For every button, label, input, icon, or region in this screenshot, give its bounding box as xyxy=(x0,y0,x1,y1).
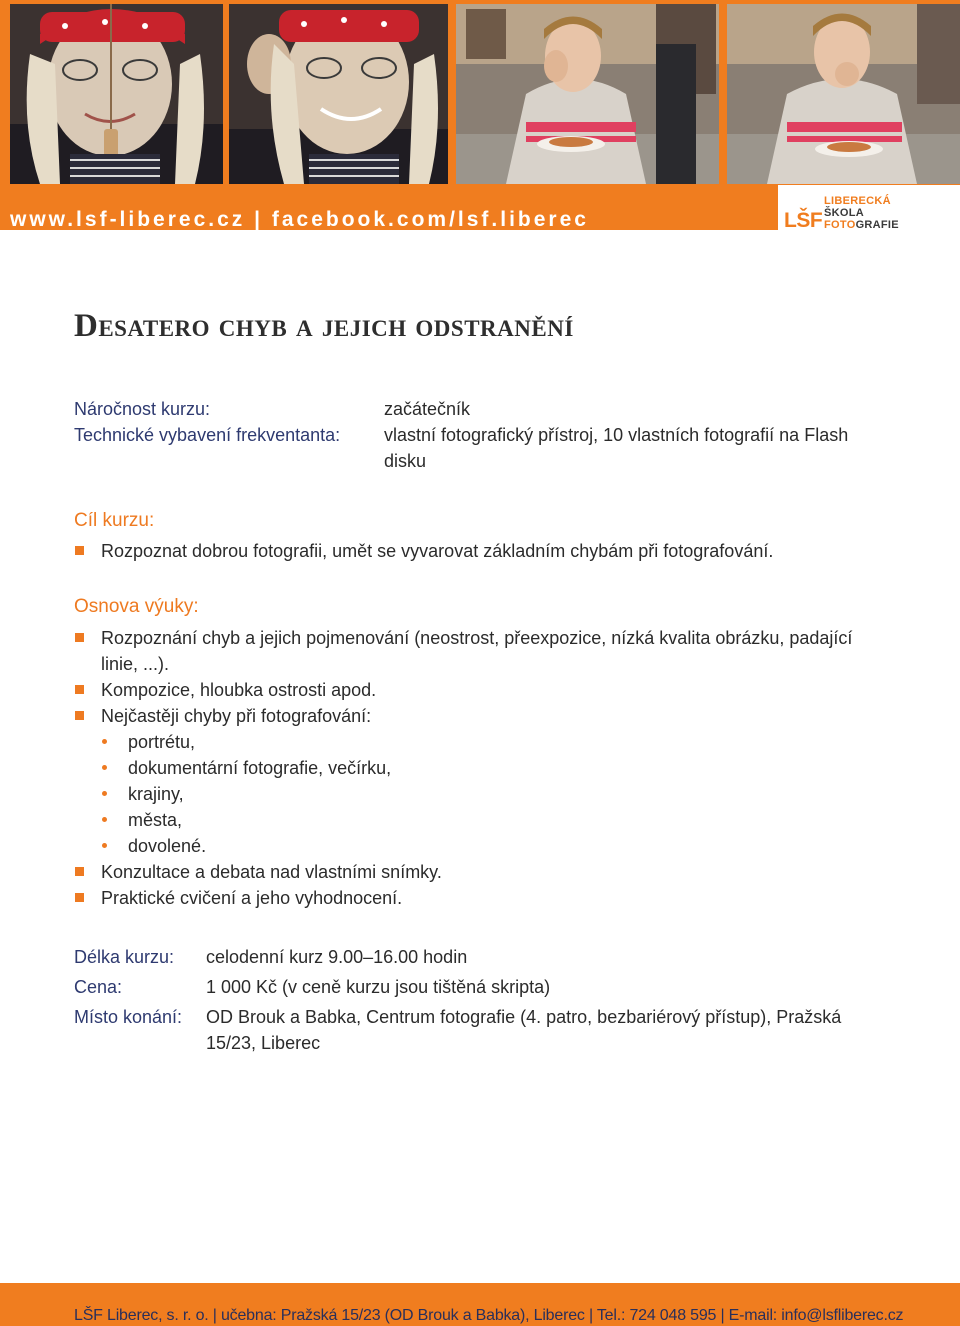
goal-list xyxy=(74,538,894,564)
link-separator: | xyxy=(254,208,264,231)
facebook-link[interactable]: facebook.com/lsf.liberec xyxy=(271,208,589,231)
sub-list-item: portrétu, xyxy=(101,729,874,755)
fact-value: 1 000 Kč (v ceně kurzu jsou tištěná skripta) xyxy=(206,977,551,997)
fact-row-duration xyxy=(74,944,846,970)
page-title: Desatero chyb a jejich odstranění xyxy=(74,308,574,344)
info-value: vlastní fotografický přístroj, 10 vlastních fotografií na Flash disku xyxy=(384,425,849,471)
outline-list xyxy=(74,625,874,911)
header-web-links xyxy=(10,208,589,232)
list-item: Kompozice, hloubka ostrosti apod. xyxy=(74,677,874,703)
sub-list-item: krajiny, xyxy=(101,781,874,807)
header-banner xyxy=(0,0,960,230)
footer-contact: LŠF Liberec, s. r. o. | učebna: Pražská 15/23 (OD Brouk a Babka), Liberec | Tel.: 724 048 595 | E-mail: info@lsfliberec.cz xyxy=(74,1307,904,1324)
fact-row-price xyxy=(74,974,846,1000)
list-item: Rozpoznání chyb a jejich pojmenování (neostrost, přeexpozice, nízká kvalita obrázku, padající linie, ...). xyxy=(74,625,874,677)
logo-lsf: LŠF xyxy=(784,209,823,232)
info-value: začátečník xyxy=(384,399,471,419)
man-with-pendants-photo-2 xyxy=(229,4,448,184)
info-label: Náročnost kurzu: xyxy=(74,399,211,419)
fact-value: celodenní kurz 9.00–16.00 hodin xyxy=(206,947,468,967)
list-item: Rozpoznat dobrou fotografii, umět se vyvarovat základním chybám při fotografování. xyxy=(74,538,894,564)
goal-heading: Cíl kurzu: xyxy=(74,510,155,531)
course-facts xyxy=(74,944,846,1060)
course-info xyxy=(74,396,854,474)
fact-label: Délka kurzu: xyxy=(74,947,175,967)
logo-line-3-highlight: FOTO xyxy=(824,219,856,231)
list-item: Praktické cvičení a jeho vyhodnocení. xyxy=(74,885,874,911)
logo-line-3 xyxy=(824,219,899,231)
sub-list-item: dovolené. xyxy=(101,833,874,859)
logo-line-2: ŠKOLA xyxy=(824,207,864,219)
info-row-difficulty xyxy=(74,396,854,422)
info-row-equipment xyxy=(74,422,854,474)
logo-line-3-rest: GRAFIE xyxy=(855,219,899,231)
fact-label: Místo konání: xyxy=(74,1007,183,1027)
footer-bar xyxy=(0,1283,960,1326)
fact-row-venue xyxy=(74,1004,846,1056)
info-label: Technické vybavení frekventanta: xyxy=(74,425,341,445)
woman-eating-photo-1 xyxy=(456,4,719,184)
outline-heading: Osnova výuky: xyxy=(74,596,199,617)
fact-value: OD Brouk a Babka, Centrum fotografie (4. patro, bezbariérový přístup), Pražská 15/23, Liberec xyxy=(206,1007,842,1053)
list-item: Konzultace a debata nad vlastními snímky. xyxy=(74,859,874,885)
sub-list-item: města, xyxy=(101,807,874,833)
website-link[interactable]: www.lsf-liberec.cz xyxy=(10,208,246,231)
logo-line-1: LIBERECKÁ xyxy=(824,195,891,207)
woman-eating-photo-2 xyxy=(727,4,960,184)
fact-label: Cena: xyxy=(74,977,123,997)
sub-list-item: dokumentární fotografie, večírku, xyxy=(101,755,874,781)
school-logo xyxy=(778,185,960,230)
list-item-text: Nejčastěji chyby při fotografování: xyxy=(101,706,372,726)
sub-list xyxy=(101,729,874,859)
man-with-pendants-photo-1 xyxy=(10,4,223,184)
list-item xyxy=(74,703,874,859)
